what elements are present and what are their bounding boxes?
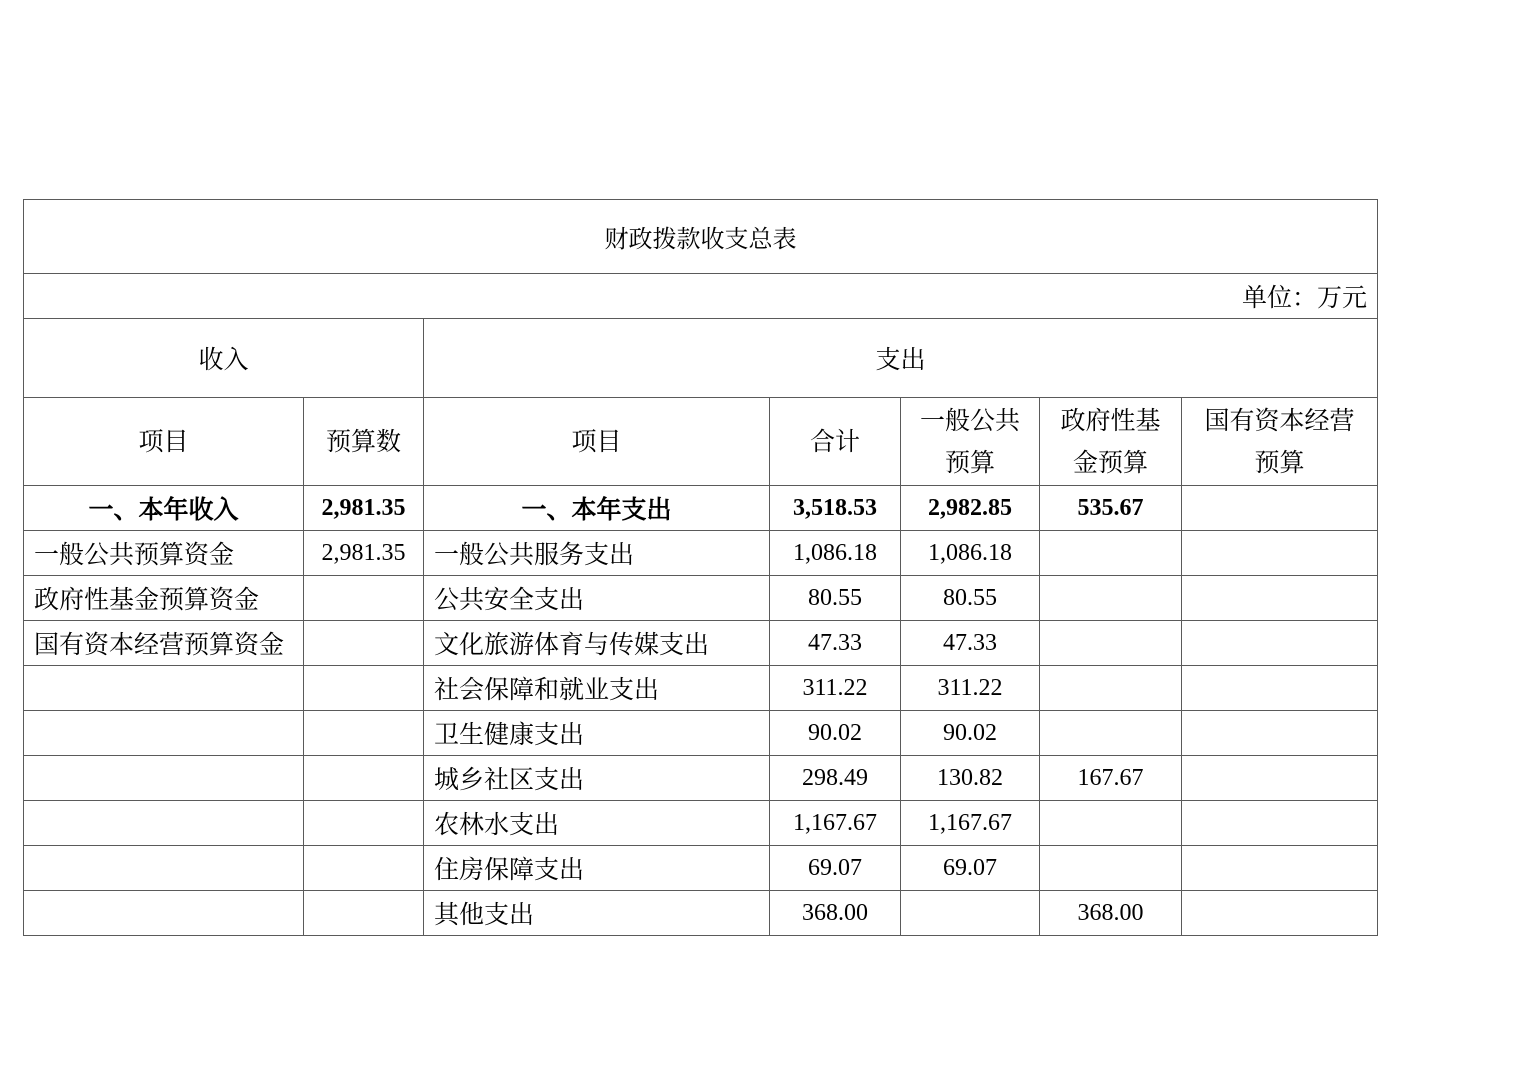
gov-fund-cell — [1040, 846, 1182, 891]
income-budget-cell — [304, 711, 424, 756]
summary-expense-item: 一、本年支出 — [424, 486, 770, 531]
income-item-cell: 国有资本经营预算资金 — [24, 621, 304, 666]
gov-fund-cell: 167.67 — [1040, 756, 1182, 801]
total-cell: 90.02 — [770, 711, 901, 756]
state-capital-cell — [1182, 666, 1378, 711]
table-row — [24, 801, 1378, 846]
income-budget-cell: 2,981.35 — [304, 531, 424, 576]
state-capital-cell — [1182, 576, 1378, 621]
income-item-cell — [24, 666, 304, 711]
summary-income-item: 一、本年收入 — [24, 486, 304, 531]
table-row — [24, 846, 1378, 891]
state-capital-cell — [1182, 711, 1378, 756]
header-state-capital-budget: 国有资本经营预算 — [1182, 398, 1378, 486]
total-cell: 47.33 — [770, 621, 901, 666]
table-row — [24, 756, 1378, 801]
income-budget-cell — [304, 621, 424, 666]
expense-item-cell: 其他支出 — [424, 891, 770, 936]
gov-fund-cell — [1040, 666, 1182, 711]
income-item-cell: 一般公共预算资金 — [24, 531, 304, 576]
general-budget-cell: 1,086.18 — [901, 531, 1040, 576]
general-budget-cell: 90.02 — [901, 711, 1040, 756]
gov-fund-cell — [1040, 576, 1182, 621]
general-budget-cell: 69.07 — [901, 846, 1040, 891]
summary-gov-fund: 535.67 — [1040, 486, 1182, 531]
income-budget-cell — [304, 756, 424, 801]
general-budget-cell: 47.33 — [901, 621, 1040, 666]
income-budget-cell — [304, 576, 424, 621]
summary-income-budget: 2,981.35 — [304, 486, 424, 531]
table-row — [24, 711, 1378, 756]
expense-item-cell: 农林水支出 — [424, 801, 770, 846]
total-cell: 1,167.67 — [770, 801, 901, 846]
gov-fund-cell: 368.00 — [1040, 891, 1182, 936]
state-capital-cell — [1182, 531, 1378, 576]
header-expense-item: 项目 — [424, 398, 770, 486]
table-row — [24, 531, 1378, 576]
expense-item-cell: 住房保障支出 — [424, 846, 770, 891]
state-capital-cell — [1182, 846, 1378, 891]
income-item-cell — [24, 801, 304, 846]
expense-item-cell: 卫生健康支出 — [424, 711, 770, 756]
income-budget-cell — [304, 846, 424, 891]
total-cell: 69.07 — [770, 846, 901, 891]
total-cell: 311.22 — [770, 666, 901, 711]
state-capital-cell — [1182, 801, 1378, 846]
expense-item-cell: 文化旅游体育与传媒支出 — [424, 621, 770, 666]
general-budget-cell: 130.82 — [901, 756, 1040, 801]
income-item-cell — [24, 891, 304, 936]
income-item-cell: 政府性基金预算资金 — [24, 576, 304, 621]
table-row — [24, 576, 1378, 621]
header-income-budget: 预算数 — [304, 398, 424, 486]
income-item-cell — [24, 756, 304, 801]
general-budget-cell: 80.55 — [901, 576, 1040, 621]
state-capital-cell — [1182, 756, 1378, 801]
state-capital-cell — [1182, 891, 1378, 936]
expense-item-cell: 一般公共服务支出 — [424, 531, 770, 576]
total-cell: 1,086.18 — [770, 531, 901, 576]
income-item-cell — [24, 711, 304, 756]
expense-group-header: 支出 — [424, 319, 1378, 398]
unit-label: 单位：万元 — [24, 274, 1378, 319]
state-capital-cell — [1182, 621, 1378, 666]
general-budget-cell — [901, 891, 1040, 936]
gov-fund-cell — [1040, 531, 1182, 576]
income-budget-cell — [304, 666, 424, 711]
income-budget-cell — [304, 801, 424, 846]
header-gov-fund-budget: 政府性基金预算 — [1040, 398, 1182, 486]
table-title: 财政拨款收支总表 — [24, 200, 1378, 274]
total-cell: 368.00 — [770, 891, 901, 936]
total-cell: 80.55 — [770, 576, 901, 621]
summary-general: 2,982.85 — [901, 486, 1040, 531]
total-cell: 298.49 — [770, 756, 901, 801]
summary-total: 3,518.53 — [770, 486, 901, 531]
header-general-budget: 一般公共预算 — [901, 398, 1040, 486]
general-budget-cell: 1,167.67 — [901, 801, 1040, 846]
income-budget-cell — [304, 891, 424, 936]
expense-item-cell: 社会保障和就业支出 — [424, 666, 770, 711]
table-row — [24, 666, 1378, 711]
general-budget-cell: 311.22 — [901, 666, 1040, 711]
header-total: 合计 — [770, 398, 901, 486]
header-income-item: 项目 — [24, 398, 304, 486]
expense-item-cell: 公共安全支出 — [424, 576, 770, 621]
summary-state-capital — [1182, 486, 1378, 531]
gov-fund-cell — [1040, 621, 1182, 666]
gov-fund-cell — [1040, 801, 1182, 846]
income-group-header: 收入 — [24, 319, 424, 398]
expense-item-cell: 城乡社区支出 — [424, 756, 770, 801]
table-row — [24, 891, 1378, 936]
summary-row — [24, 486, 1378, 531]
gov-fund-cell — [1040, 711, 1182, 756]
fiscal-appropriation-table — [23, 199, 1378, 936]
table-row — [24, 621, 1378, 666]
income-item-cell — [24, 846, 304, 891]
